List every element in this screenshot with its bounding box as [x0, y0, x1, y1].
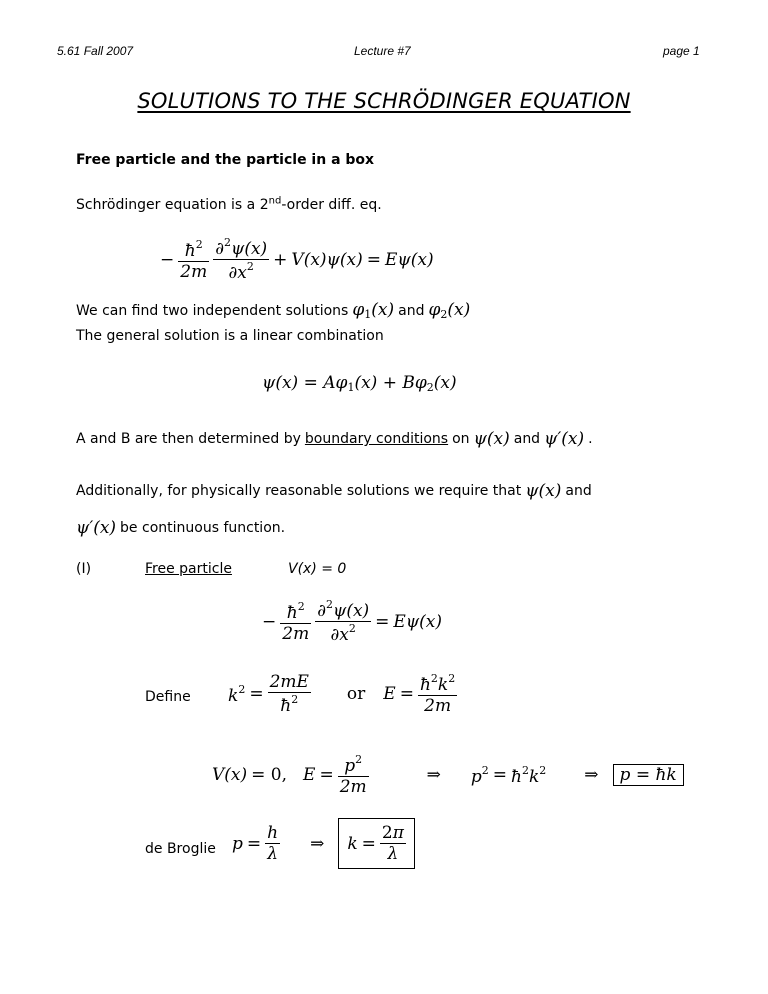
section-number: (I) [76, 561, 92, 577]
section-heading: Free particle and the particle in a box [76, 152, 375, 168]
independent-solutions: We can find two independent solutions $\varphi_1(x)$ and $\varphi_2(x)$ [76, 300, 471, 321]
de-broglie-label: de Broglie [145, 841, 216, 857]
page-title: SOLUTIONS TO THE SCHRÖDINGER EQUATION [137, 89, 631, 113]
define-label: Define [145, 689, 191, 705]
general-solution-equation: $\psi(x) = A\varphi_1(x) + B\varphi_2(x)$ [262, 373, 457, 394]
physical-requirement-line2: ψ′(x) be continuous function. [76, 518, 286, 538]
section-potential: V(x) = 0 [288, 561, 347, 577]
section-name: Free particle [145, 561, 232, 577]
k-definition: $k^2$ = $\frac{2mE}{ħ^2}$ or E = $\frac{ħ^2k^2}{2m}$ [228, 672, 456, 716]
intro-text: Schrödinger equation is a 2nd-order diff. eq. [76, 195, 382, 213]
header-lecture: Lecture #7 [354, 44, 411, 58]
de-broglie-relation: p = $\frac{h}{\lambda}$ ⇒ k = $\frac{2\pi}{\lambda}$ [232, 818, 415, 869]
momentum-relation: V(x) = 0, E = $\frac{p^2}{2m}$ ⇒ $p^2$ = $ħ^2k^2$ ⇒ p = ħk [212, 753, 684, 797]
p-hbar-k-result: p = ħk [613, 764, 684, 786]
header-course: 5.61 Fall 2007 [57, 44, 134, 58]
boundary-conditions-text: A and B are then determined by boundary conditions on ψ(x) and ψ′(x) . [76, 429, 593, 449]
free-particle-equation: − $\frac{ħ^2}{2m}$ $\frac{\partial^2\psi(x)}{\partial x^2}$ = Eψ(x) [262, 598, 443, 645]
k-wavelength-result: k = $\frac{2\pi}{\lambda}$ [338, 818, 415, 869]
boundary-conditions-term: boundary conditions [304, 431, 449, 447]
header-page: page 1 [663, 44, 700, 58]
schrodinger-equation: − $\frac{ħ^2}{2m}$ $\frac{\partial^2\psi(x)}{\partial x^2}$ + V(x)ψ(x) = Eψ(x) [160, 236, 434, 283]
general-solution-text: The general solution is a linear combination [76, 328, 384, 344]
physical-requirement-line1: Additionally, for physically reasonable solutions we require that ψ(x) and [76, 481, 592, 501]
or-label: or [346, 684, 366, 704]
